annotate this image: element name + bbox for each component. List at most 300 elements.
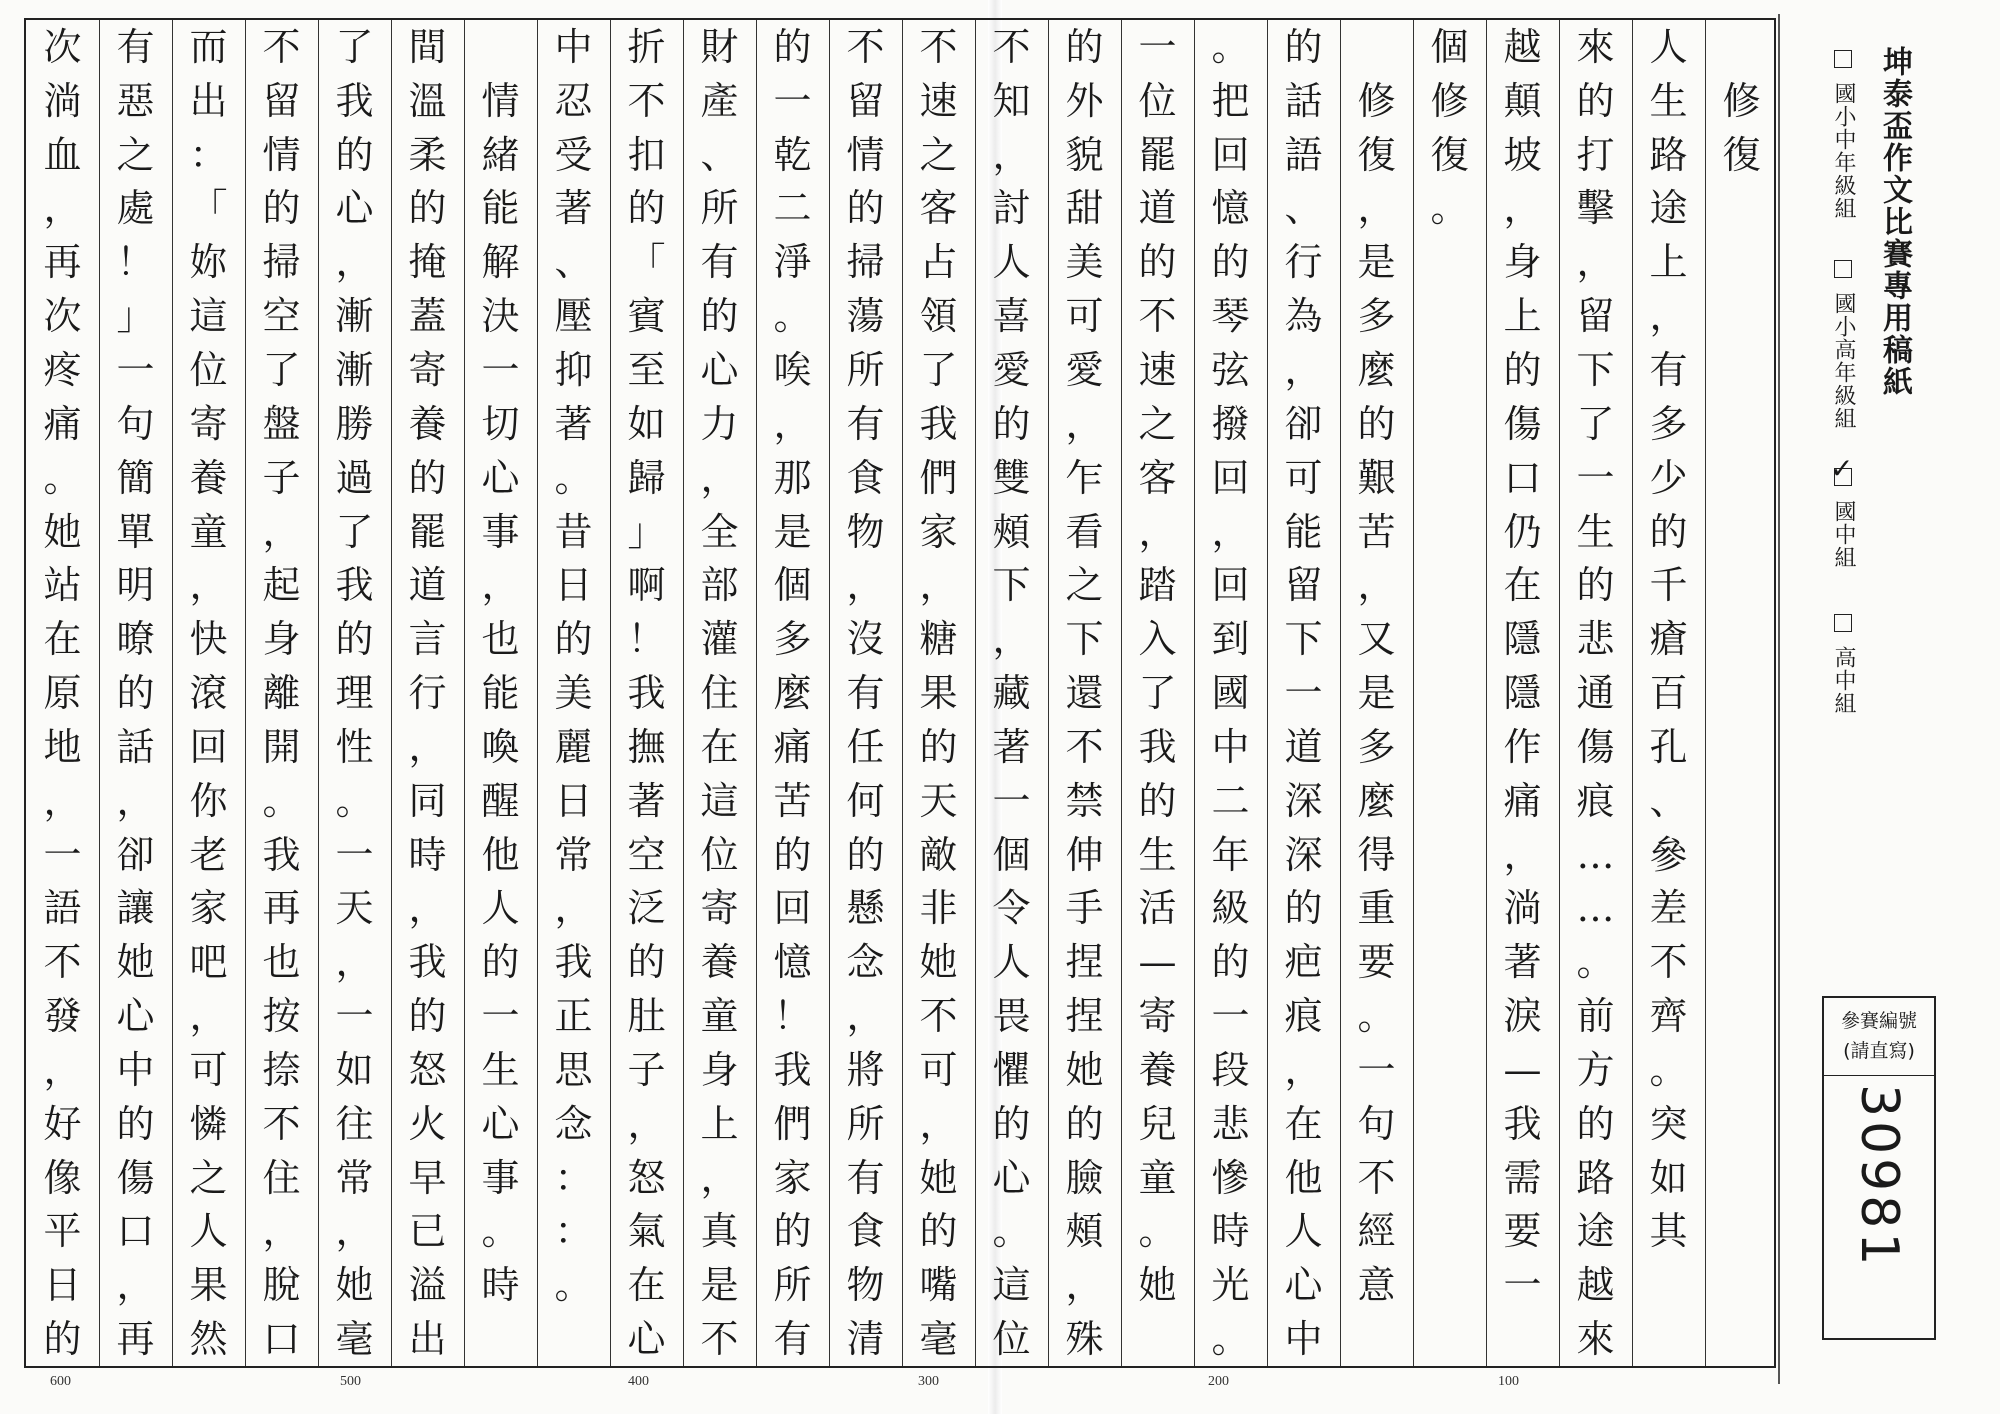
- essay-cell: 我: [335, 563, 374, 608]
- essay-cell: 的: [992, 401, 1031, 446]
- essay-cell: 她: [43, 509, 82, 554]
- essay-cell: ，: [627, 1101, 666, 1146]
- essay-cell: 人: [189, 1209, 228, 1254]
- essay-cell: 淚: [1503, 994, 1542, 1039]
- essay-cell: 孔: [1649, 724, 1688, 769]
- essay-cell: 好: [43, 1101, 82, 1146]
- essay-column: [245, 20, 318, 1366]
- essay-cell: 著: [554, 186, 593, 231]
- essay-cell: 按: [262, 994, 301, 1039]
- essay-cell: 壓: [554, 294, 593, 339]
- essay-cell: 位: [1138, 78, 1177, 123]
- margin-number: 400: [628, 1374, 649, 1389]
- essay-cell: 常: [335, 1155, 374, 1200]
- essay-cell: 心: [481, 455, 520, 500]
- essay-cell: 打: [1576, 132, 1615, 177]
- essay-cell: 年: [1211, 832, 1250, 877]
- essay-cell: 的: [1576, 1101, 1615, 1146]
- essay-cell: 所: [846, 347, 885, 392]
- checkbox-icon[interactable]: [1834, 260, 1852, 278]
- margin-number: 100: [1498, 1374, 1519, 1389]
- essay-cell: 作: [1503, 724, 1542, 769]
- essay-cell: ，: [335, 940, 374, 985]
- essay-cell: 畏: [992, 994, 1031, 1039]
- essay-cell: 過: [335, 455, 374, 500]
- essay-cell: ，: [992, 617, 1031, 662]
- essay-cell: 簡: [116, 455, 155, 500]
- essay-cell: 知: [992, 78, 1031, 123]
- essay-cell: 這: [700, 778, 739, 823]
- essay-cell: 決: [481, 294, 520, 339]
- essay-cell: 糖: [919, 617, 958, 662]
- essay-cell: [1705, 20, 1778, 74]
- essay-cell: 之: [116, 132, 155, 177]
- essay-cell: 痕: [1284, 994, 1323, 1039]
- essay-cell: [1413, 935, 1486, 989]
- essay-cell: 麼: [1357, 347, 1396, 392]
- margin-number: 600: [50, 1374, 71, 1389]
- essay-cell: 之: [189, 1155, 228, 1200]
- essay-cell: 瘡: [1649, 617, 1688, 662]
- essay-cell: 時: [408, 832, 447, 877]
- essay-cell: 一: [335, 994, 374, 1039]
- essay-cell: [1413, 505, 1486, 559]
- essay-cell: 快: [189, 617, 228, 662]
- essay-cell: 捏: [1065, 940, 1104, 985]
- essay-cell: 是: [700, 1263, 739, 1308]
- essay-cell: 甜: [1065, 186, 1104, 231]
- essay-cell: 了: [335, 24, 374, 69]
- essay-cell: 的: [1649, 509, 1688, 554]
- essay-cell: 語: [43, 886, 82, 931]
- essay-cell: 外: [1065, 78, 1104, 123]
- essay-cell: 抑: [554, 347, 593, 392]
- essay-cell: 你: [189, 778, 228, 823]
- essay-column: [1121, 20, 1194, 1366]
- essay-cell: 活: [1138, 886, 1177, 931]
- essay-cell: 掃: [262, 240, 301, 285]
- margin-number: 200: [1208, 1374, 1229, 1389]
- essay-column: [172, 20, 245, 1366]
- essay-cell: ！: [773, 994, 812, 1039]
- essay-cell: 家: [773, 1155, 812, 1200]
- essay-cell: 人: [992, 940, 1031, 985]
- option-label: 國中組: [1831, 500, 1856, 569]
- essay-cell: 淌: [1503, 886, 1542, 931]
- essay-cell: 養: [189, 455, 228, 500]
- essay-cell: 」: [627, 509, 666, 554]
- essay-cell: [1413, 289, 1486, 343]
- essay-cell: 一: [43, 832, 82, 877]
- essay-cell: 養: [700, 940, 739, 985]
- essay-cell: 火: [408, 1101, 447, 1146]
- essay-cell: 單: [116, 509, 155, 554]
- essay-cell: ，: [335, 1209, 374, 1254]
- essay-cell: 還: [1065, 671, 1104, 716]
- essay-cell: 蓋: [408, 294, 447, 339]
- essay-cell: 國: [1211, 671, 1250, 716]
- essay-cell: [1413, 1097, 1486, 1151]
- essay-cell: 人: [1649, 24, 1688, 69]
- essay-cell: ，: [1138, 509, 1177, 554]
- essay-cell: 清: [846, 1317, 885, 1362]
- essay-cell: 性: [335, 724, 374, 769]
- essay-cell: 位: [189, 347, 228, 392]
- essay-cell: 住: [700, 671, 739, 716]
- margin-numbers: [0, 1374, 1780, 1404]
- essay-cell: 部: [700, 563, 739, 608]
- essay-cell: 伸: [1065, 832, 1104, 877]
- essay-cell: 養: [408, 401, 447, 446]
- essay-cell: 情: [262, 132, 301, 177]
- essay-cell: 回: [1211, 455, 1250, 500]
- essay-cell: 財: [700, 24, 739, 69]
- essay-cell: 可: [1284, 455, 1323, 500]
- essay-column: [1486, 20, 1559, 1366]
- essay-cell: 子: [627, 1047, 666, 1092]
- essay-cell: 復: [1357, 132, 1396, 177]
- essay-cell: 物: [846, 1263, 885, 1308]
- essay-cell: 再: [116, 1317, 155, 1362]
- checkbox-icon[interactable]: [1834, 614, 1852, 632]
- essay-cell: 天: [335, 886, 374, 931]
- essay-cell: 念: [846, 940, 885, 985]
- entry-number-value[interactable]: 30981: [1849, 1084, 1909, 1270]
- essay-cell: 不: [262, 1101, 301, 1146]
- essay-cell: 位: [992, 1317, 1031, 1362]
- essay-cell: 發: [43, 994, 82, 1039]
- essay-cell: 傷: [116, 1155, 155, 1200]
- essay-cell: 漸: [335, 347, 374, 392]
- essay-column: [1559, 20, 1632, 1366]
- option-label: 國小中年級組: [1831, 82, 1856, 220]
- essay-cell: ，: [1649, 294, 1688, 339]
- essay-cell: 折: [627, 24, 666, 69]
- essay-cell: 身: [262, 617, 301, 662]
- essay-cell: 子: [262, 455, 301, 500]
- essay-cell: 了: [335, 509, 374, 554]
- essay-cell: 上: [1503, 294, 1542, 339]
- essay-column: [610, 20, 683, 1366]
- essay-cell: 人: [992, 240, 1031, 285]
- essay-cell: 敵: [919, 832, 958, 877]
- essay-column: [829, 20, 902, 1366]
- essay-cell: 將: [846, 1047, 885, 1092]
- essay-cell: 讓: [116, 886, 155, 931]
- essay-cell: 寄: [189, 401, 228, 446]
- essay-cell: [1705, 1097, 1778, 1151]
- essay-cell: 怒: [627, 1155, 666, 1200]
- essay-cell: [1705, 666, 1778, 720]
- essay-grid: [24, 18, 1776, 1368]
- essay-cell: [1413, 1151, 1486, 1205]
- essay-cell: 所: [773, 1263, 812, 1308]
- essay-column: [1413, 20, 1486, 1366]
- essay-cell: 他: [481, 832, 520, 877]
- essay-cell: 的: [1138, 778, 1177, 823]
- essay-cell: 苦: [773, 778, 812, 823]
- essay-column: [756, 20, 829, 1366]
- essay-cell: 客: [1138, 455, 1177, 500]
- essay-cell: 出: [189, 78, 228, 123]
- essay-cell: ，: [1503, 186, 1542, 231]
- essay-column: [683, 20, 756, 1366]
- essay-cell: 多: [1357, 724, 1396, 769]
- essay-cell: [1705, 1258, 1778, 1312]
- essay-cell: 心: [481, 1101, 520, 1146]
- essay-cell: 弦: [1211, 347, 1250, 392]
- essay-cell: 速: [919, 78, 958, 123]
- essay-cell: 真: [700, 1209, 739, 1254]
- essay-cell: 級: [1211, 886, 1250, 931]
- essay-cell: 淨: [773, 240, 812, 285]
- essay-cell: 意: [1357, 1263, 1396, 1308]
- essay-cell: 了: [262, 347, 301, 392]
- essay-cell: 有: [1649, 347, 1688, 392]
- essay-cell: [1413, 720, 1486, 774]
- essay-cell: 卻: [116, 832, 155, 877]
- essay-cell: 回: [1211, 132, 1250, 177]
- option-label: 高中組: [1831, 646, 1856, 715]
- essay-cell: 慘: [1211, 1155, 1250, 1200]
- essay-cell: 的: [554, 617, 593, 662]
- essay-cell: 不: [1065, 724, 1104, 769]
- essay-cell: 然: [189, 1317, 228, 1362]
- essay-cell: ，: [262, 1209, 301, 1254]
- essay-cell: 為: [1284, 294, 1323, 339]
- essay-cell: 憐: [189, 1101, 228, 1146]
- essay-cell: [1705, 774, 1778, 828]
- essay-cell: 身: [700, 1047, 739, 1092]
- entry-number-label: 參賽編號: [1840, 1010, 1917, 1032]
- essay-cell: 出: [408, 1317, 447, 1362]
- essay-cell: 傷: [1503, 401, 1542, 446]
- essay-cell: 的: [262, 186, 301, 231]
- essay-column: [99, 20, 172, 1366]
- essay-cell: 的: [481, 940, 520, 985]
- essay-cell: ，: [700, 1155, 739, 1200]
- option-label: 國小高年級組: [1831, 292, 1856, 430]
- essay-cell: 要: [1503, 1209, 1542, 1254]
- essay-cell: 。: [1211, 24, 1250, 69]
- essay-cell: 痛: [43, 401, 82, 446]
- essay-cell: 。: [1576, 940, 1615, 985]
- essay-cell: 所: [700, 186, 739, 231]
- essay-cell: ，: [992, 132, 1031, 177]
- essay-cell: 的: [1211, 940, 1250, 985]
- essay-cell: 其: [1649, 1209, 1688, 1254]
- essay-cell: 如: [1649, 1155, 1688, 1200]
- essay-cell: 啊: [627, 563, 666, 608]
- essay-cell: 果: [919, 671, 958, 716]
- essay-cell: 的: [335, 132, 374, 177]
- essay-cell: ，: [919, 1101, 958, 1146]
- essay-cell: 坡: [1503, 132, 1542, 177]
- essay-cell: …: [1576, 832, 1615, 877]
- essay-cell: 淌: [43, 78, 82, 123]
- essay-cell: 日: [43, 1263, 82, 1308]
- essay-cell: 日: [554, 778, 593, 823]
- essay-cell: 令: [992, 886, 1031, 931]
- essay-cell: 捏: [1065, 994, 1104, 1039]
- essay-cell: 氣: [627, 1209, 666, 1254]
- essay-cell: 少: [1649, 455, 1688, 500]
- essay-cell: ，: [1284, 1047, 1323, 1092]
- essay-cell: 她: [1065, 1047, 1104, 1092]
- essay-cell: ，: [773, 401, 812, 446]
- essay-cell: 開: [262, 724, 301, 769]
- essay-cell: 們: [919, 455, 958, 500]
- essay-cell: 多: [773, 617, 812, 662]
- essay-cell: [1705, 235, 1778, 289]
- essay-cell: 肚: [627, 994, 666, 1039]
- essay-cell: 不: [919, 994, 958, 1039]
- essay-cell: ，: [554, 886, 593, 931]
- option-grade-upper-elementary[interactable]: [1828, 260, 1859, 430]
- essay-cell: 懼: [992, 1047, 1031, 1092]
- essay-cell: 。: [1649, 1047, 1688, 1092]
- essay-cell: 占: [919, 240, 958, 285]
- essay-cell: [1705, 828, 1778, 882]
- essay-cell: [1705, 1043, 1778, 1097]
- essay-cell: 罷: [1138, 132, 1177, 177]
- essay-cell: 多: [1649, 401, 1688, 446]
- essay-cell: [1413, 882, 1486, 936]
- essay-column: [1048, 20, 1121, 1366]
- essay-cell: 她: [116, 940, 155, 985]
- margin-number: 500: [340, 1374, 361, 1389]
- essay-cell: 。: [1138, 1209, 1177, 1254]
- essay-cell: 的: [43, 1317, 82, 1362]
- essay-cell: [1413, 1312, 1486, 1366]
- essay-cell: —: [1503, 1047, 1542, 1092]
- essay-cell: 能: [1284, 509, 1323, 554]
- essay-cell: 的: [919, 1209, 958, 1254]
- essay-cell: 麗: [554, 724, 593, 769]
- essay-cell: 。: [335, 778, 374, 823]
- essay-cell: 我: [773, 1047, 812, 1092]
- essay-cell: 道: [1138, 186, 1177, 231]
- essay-cell: 童: [189, 509, 228, 554]
- essay-cell: 來: [1576, 1317, 1615, 1362]
- option-senior-high[interactable]: [1828, 614, 1859, 715]
- essay-cell: 一: [1284, 671, 1323, 716]
- essay-cell: 的: [408, 455, 447, 500]
- essay-cell: 一: [116, 347, 155, 392]
- essay-cell: [1413, 666, 1486, 720]
- essay-cell: 越: [1503, 24, 1542, 69]
- essay-cell: [1705, 935, 1778, 989]
- essay-cell: 站: [43, 563, 82, 608]
- essay-cell: 臉: [1065, 1155, 1104, 1200]
- essay-cell: 歸: [627, 455, 666, 500]
- essay-cell: 食: [846, 1209, 885, 1254]
- essay-cell: [1413, 451, 1486, 505]
- essay-cell: 突: [1649, 1101, 1688, 1146]
- essay-cell: 所: [846, 1101, 885, 1146]
- essay-cell: 不: [992, 24, 1031, 69]
- essay-cell: 是: [1357, 240, 1396, 285]
- essay-cell: 個: [1430, 24, 1469, 69]
- essay-cell: 口: [1503, 455, 1542, 500]
- checkbox-icon[interactable]: [1834, 50, 1852, 68]
- option-grade-middle-elementary[interactable]: [1828, 50, 1859, 220]
- essay-cell: 心: [335, 186, 374, 231]
- essay-cell: 口: [262, 1317, 301, 1362]
- essay-cell: 生: [1138, 832, 1177, 877]
- essay-cell: 有: [773, 1317, 812, 1362]
- essay-cell: ，: [43, 186, 82, 231]
- essay-cell: 像: [43, 1155, 82, 1200]
- essay-cell: 我: [554, 940, 593, 985]
- checkmark-icon: ✓: [1830, 452, 1854, 485]
- essay-column: [1267, 20, 1340, 1366]
- essay-cell: 次: [43, 294, 82, 339]
- essay-cell: 的: [627, 940, 666, 985]
- essay-cell: 途: [1576, 1209, 1615, 1254]
- essay-cell: 早: [408, 1155, 447, 1200]
- essay-cell: 顛: [1503, 78, 1542, 123]
- essay-cell: 再: [262, 886, 301, 931]
- essay-cell: 一: [1138, 24, 1177, 69]
- essay-cell: 老: [189, 832, 228, 877]
- essay-cell: 的: [1503, 347, 1542, 392]
- essay-cell: [1705, 451, 1778, 505]
- essay-cell: 她: [919, 1155, 958, 1200]
- essay-cell: 有: [846, 401, 885, 446]
- essay-cell: 她: [919, 940, 958, 985]
- essay-cell: 。: [554, 1263, 593, 1308]
- essay-cell: 留: [1284, 563, 1323, 608]
- essay-cell: 頰: [1065, 1209, 1104, 1254]
- essay-cell: ，: [1503, 832, 1542, 877]
- essay-cell: ，: [846, 994, 885, 1039]
- essay-cell: 掩: [408, 240, 447, 285]
- essay-cell: 受: [554, 132, 593, 177]
- essay-cell: 她: [335, 1263, 374, 1308]
- essay-cell: 一: [773, 78, 812, 123]
- essay-cell: 著: [627, 778, 666, 823]
- essay-column: [537, 20, 610, 1366]
- essay-cell: 。: [481, 1209, 520, 1254]
- essay-cell: ！: [116, 240, 155, 285]
- essay-cell: 艱: [1357, 455, 1396, 500]
- essay-cell: 留: [846, 78, 885, 123]
- essay-cell: 不: [700, 1317, 739, 1362]
- essay-cell: 兒: [1138, 1101, 1177, 1146]
- essay-cell: 隱: [1503, 671, 1542, 716]
- essay-cell: 念: [554, 1101, 593, 1146]
- essay-cell: [1632, 1312, 1705, 1366]
- essay-cell: ，: [262, 509, 301, 554]
- essay-cell: ：: [189, 132, 228, 177]
- essay-cell: 。: [773, 294, 812, 339]
- essay-cell: 的: [1576, 563, 1615, 608]
- essay-cell: 是: [773, 509, 812, 554]
- essay-cell: 這: [992, 1263, 1031, 1308]
- essay-column: [391, 20, 464, 1366]
- essay-cell: 平: [43, 1209, 82, 1254]
- essay-cell: 非: [919, 886, 958, 931]
- essay-cell: [1705, 720, 1778, 774]
- essay-cell: 的: [116, 1101, 155, 1146]
- essay-cell: 可: [919, 1047, 958, 1092]
- essay-cell: 來: [1576, 24, 1615, 69]
- essay-cell: 一: [1503, 1263, 1542, 1308]
- essay-cell: 「: [627, 240, 666, 285]
- essay-cell: 領: [919, 294, 958, 339]
- essay-cell: 的: [1065, 24, 1104, 69]
